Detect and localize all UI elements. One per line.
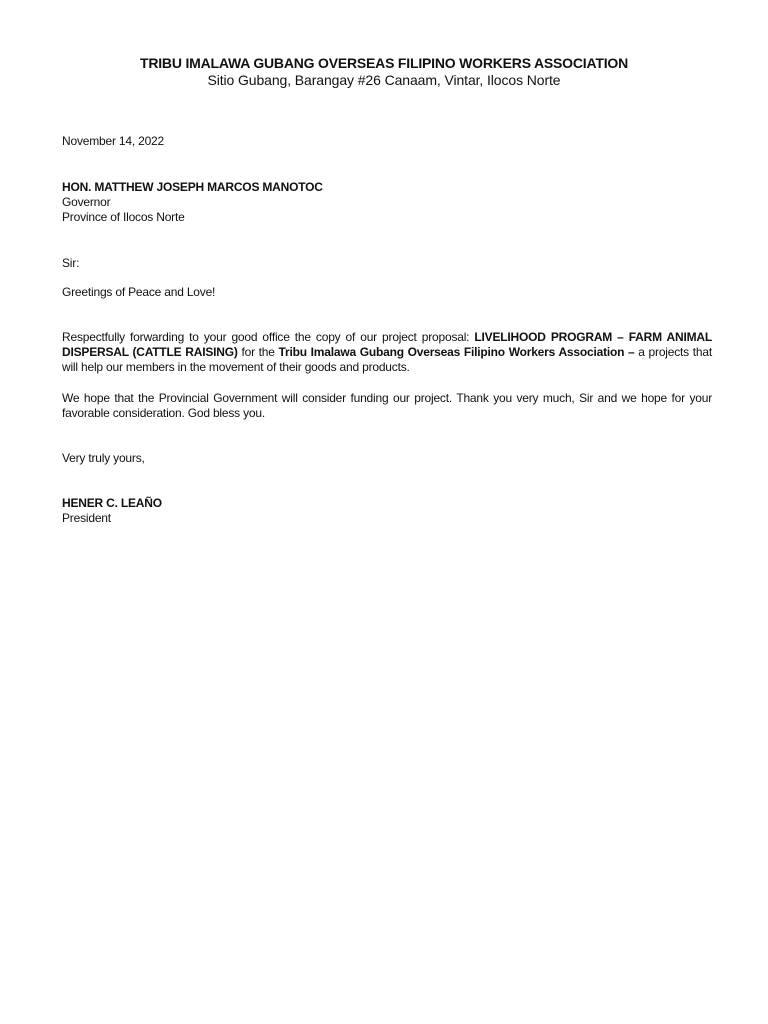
recipient-office: Province of Ilocos Norte	[62, 210, 185, 224]
closing: Very truly yours,	[62, 451, 145, 465]
recipient-block	[62, 180, 712, 225]
paragraph-proposal-intro: Respectfully forwarding to your good office the copy of our project proposal:	[62, 330, 475, 344]
signatory-title: President	[62, 511, 111, 525]
greeting: Greetings of Peace and Love!	[62, 285, 216, 299]
paragraph-proposal-for: for the	[237, 345, 279, 359]
salutation: Sir:	[62, 256, 80, 270]
project-title: LIVELIHOOD PROGRAM – FARM ANIMAL DISPERSAL (CATTLE RAISING)	[62, 330, 713, 359]
paragraph-proposal	[62, 330, 712, 375]
letter-date: November 14, 2022	[62, 134, 164, 148]
organization-address: Sitio Gubang, Barangay #26 Canaam, Vintar, Ilocos Norte	[207, 72, 561, 88]
signature-block	[62, 496, 712, 526]
recipient-title: Governor	[62, 195, 111, 209]
paragraph-proposal-end: a projects that will help our members in the movement of their goods and products.	[62, 345, 712, 374]
paragraph-request: We hope that the Provincial Government will consider funding our project. Thank you very much, Sir and we hope for your favorable consideration. God bless you.	[62, 391, 712, 420]
organization-name: TRIBU IMALAWA GUBANG OVERSEAS FILIPINO WORKERS ASSOCIATION	[139, 55, 628, 71]
letterhead	[0, 54, 768, 89]
recipient-name: HON. MATTHEW JOSEPH MARCOS MANOTOC	[62, 180, 323, 194]
signatory-name: HENER C. LEAÑO	[62, 496, 162, 510]
association-name: Tribu Imalawa Gubang Overseas Filipino Workers Association –	[278, 345, 635, 359]
